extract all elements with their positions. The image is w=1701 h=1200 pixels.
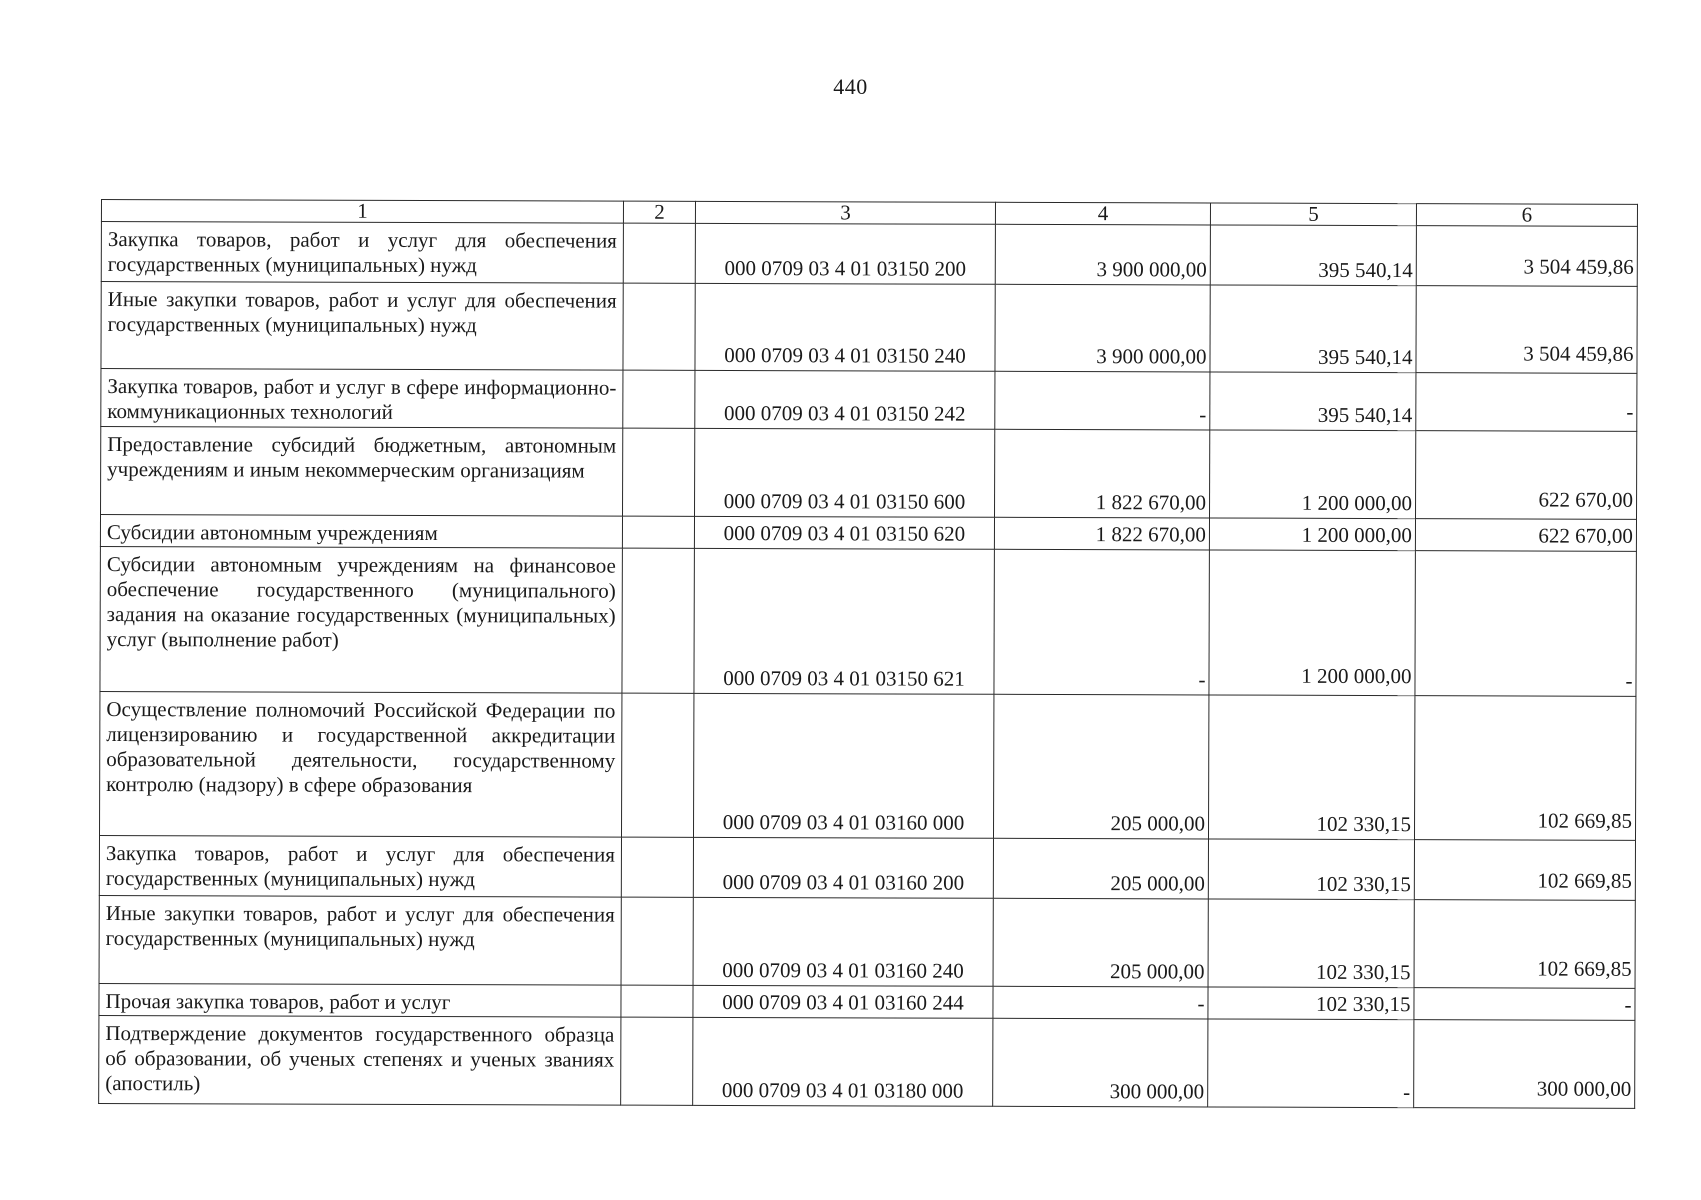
row-col2 <box>621 897 693 985</box>
column-header-2: 2 <box>623 201 695 223</box>
column-header-1: 1 <box>101 200 623 224</box>
row-unexecuted: 3 504 459,86 <box>1416 226 1637 287</box>
table-row <box>100 546 1636 696</box>
row-col2 <box>622 548 694 693</box>
table-row <box>99 1015 1635 1108</box>
row-unexecuted: 3 504 459,86 <box>1416 286 1637 374</box>
row-approved: 205 000,00 <box>993 838 1208 899</box>
table-row <box>99 983 1635 1020</box>
row-name: Иные закупки товаров, работ и услуг для обеспечения государственных (муниципальных) нужд <box>101 282 623 371</box>
budget-execution-table <box>98 199 1638 1109</box>
row-name: Предоставление субсидий бюджетным, автономным учреждениям и иным некоммерческим организациям <box>101 427 623 517</box>
row-code: 000 0709 03 4 01 03160 000 <box>693 693 993 838</box>
row-code: 000 0709 03 4 01 03180 000 <box>693 1017 993 1106</box>
row-code: 000 0709 03 4 01 03150 620 <box>694 516 994 549</box>
row-executed: 102 330,15 <box>1208 899 1414 988</box>
row-name: Субсидии автономным учреждениям <box>100 515 622 549</box>
row-unexecuted: - <box>1415 551 1636 697</box>
table-row <box>99 895 1635 988</box>
row-code: 000 0709 03 4 01 03150 600 <box>695 428 995 517</box>
row-approved: 3 900 000,00 <box>995 224 1210 285</box>
table-row <box>100 691 1636 840</box>
row-code: 000 0709 03 4 01 03150 242 <box>695 370 995 429</box>
row-code: 000 0709 03 4 01 03160 200 <box>693 837 993 898</box>
row-col2 <box>621 985 693 1017</box>
row-name: Закупка товаров, работ и услуг для обеспечения государственных (муниципальных) нужд <box>99 835 621 897</box>
row-executed: 395 540,14 <box>1210 372 1416 431</box>
row-name: Прочая закупка товаров, работ и услуг <box>99 983 621 1017</box>
row-col2 <box>623 223 695 283</box>
row-unexecuted: 300 000,00 <box>1414 1020 1635 1109</box>
row-executed: 102 330,15 <box>1208 695 1414 840</box>
column-header-4: 4 <box>995 202 1210 225</box>
row-approved: 205 000,00 <box>993 694 1208 839</box>
row-executed: 395 540,14 <box>1210 285 1416 373</box>
row-code: 000 0709 03 4 01 03150 621 <box>694 548 994 694</box>
row-approved: - <box>994 549 1209 695</box>
row-code: 000 0709 03 4 01 03160 240 <box>693 897 993 986</box>
row-unexecuted: - <box>1414 988 1635 1021</box>
column-header-5: 5 <box>1210 203 1416 226</box>
row-name: Закупка товаров, работ и услуг для обеспечения государственных (муниципальных) нужд <box>101 222 623 284</box>
row-executed: - <box>1208 1019 1414 1108</box>
row-name: Иные закупки товаров, работ и услуг для обеспечения государственных (муниципальных) нужд <box>99 895 621 985</box>
row-unexecuted: 622 670,00 <box>1416 431 1637 520</box>
row-name: Осуществление полномочий Российской Федерации по лицензированию и государственной аккредитации образовательной деятельности, государственному контролю (надзору) в сфере образования <box>100 691 622 837</box>
row-approved: 300 000,00 <box>993 1018 1208 1107</box>
row-unexecuted: - <box>1416 373 1637 432</box>
row-unexecuted: 102 669,85 <box>1414 696 1635 841</box>
row-col2 <box>621 837 693 897</box>
row-executed: 395 540,14 <box>1210 225 1416 286</box>
column-header-3: 3 <box>695 201 995 224</box>
row-col2 <box>623 370 695 428</box>
table-row <box>99 835 1635 900</box>
row-code: 000 0709 03 4 01 03160 244 <box>693 985 993 1018</box>
page-number: 440 <box>833 74 868 99</box>
table-row <box>101 369 1637 432</box>
row-unexecuted: 102 669,85 <box>1414 900 1635 989</box>
row-unexecuted: 102 669,85 <box>1414 840 1635 901</box>
row-executed: 102 330,15 <box>1208 987 1414 1020</box>
table-row <box>101 427 1637 520</box>
row-col2 <box>621 1017 693 1105</box>
column-header-6: 6 <box>1416 204 1637 227</box>
row-unexecuted: 622 670,00 <box>1415 519 1636 552</box>
row-name: Подтверждение документов государственного образца об образовании, об ученых степенях и ученых званиях (апостиль) <box>99 1015 621 1105</box>
row-approved: - <box>993 986 1208 1019</box>
row-col2 <box>621 693 693 837</box>
row-approved: 3 900 000,00 <box>995 284 1210 372</box>
row-executed: 1 200 000,00 <box>1209 550 1415 696</box>
table-row <box>100 515 1636 552</box>
row-col2 <box>622 516 694 548</box>
row-approved: 1 822 670,00 <box>994 517 1209 550</box>
row-approved: - <box>995 371 1210 430</box>
row-executed: 1 200 000,00 <box>1210 430 1416 519</box>
row-code: 000 0709 03 4 01 03150 200 <box>695 223 995 284</box>
row-approved: 205 000,00 <box>993 898 1208 987</box>
row-name: Закупка товаров, работ и услуг в сфере информационно-коммуникационных технологий <box>101 369 623 429</box>
row-executed: 102 330,15 <box>1208 839 1414 900</box>
row-name: Субсидии автономным учреждениям на финансовое обеспечение государственного (муниципального) задания на оказание государственных (муниципальных) услуг (выполнение работ) <box>100 546 622 693</box>
table-row <box>101 282 1637 374</box>
row-code: 000 0709 03 4 01 03150 240 <box>695 283 995 371</box>
table-row <box>101 222 1637 287</box>
row-executed: 1 200 000,00 <box>1209 518 1415 551</box>
row-col2 <box>623 283 695 370</box>
row-approved: 1 822 670,00 <box>995 429 1210 518</box>
row-col2 <box>623 428 695 516</box>
